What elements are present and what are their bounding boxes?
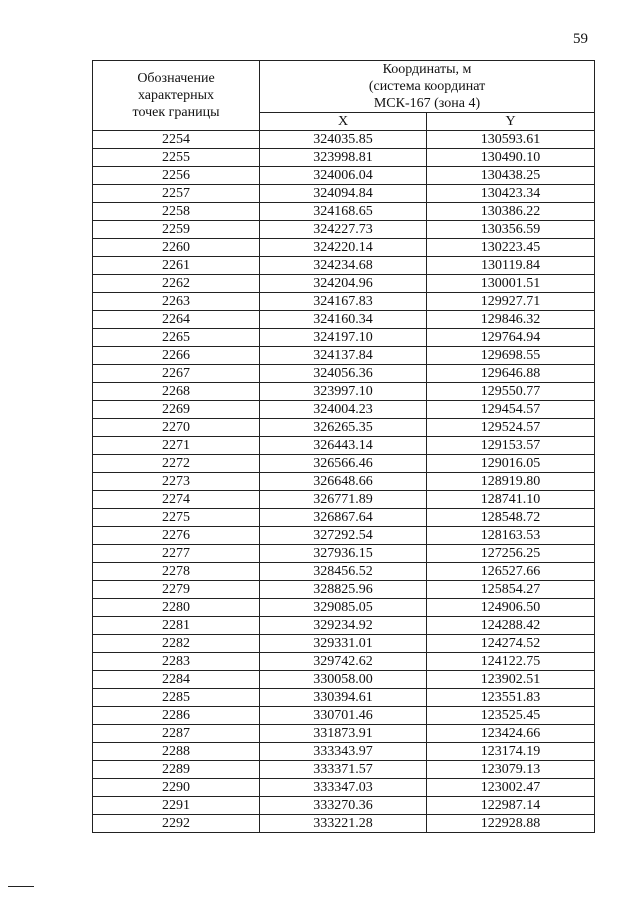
y-coordinate-cell: 129646.88 bbox=[427, 365, 595, 383]
point-id-cell: 2267 bbox=[93, 365, 260, 383]
point-id-cell: 2274 bbox=[93, 491, 260, 509]
table-row bbox=[93, 491, 595, 509]
header-coords-line: Координаты, м bbox=[382, 62, 472, 77]
table-row bbox=[93, 689, 595, 707]
header-name-line: точек границы bbox=[132, 105, 220, 120]
x-coordinate-cell: 327936.15 bbox=[260, 545, 427, 563]
point-id-cell: 2286 bbox=[93, 707, 260, 725]
x-coordinate-cell: 324167.83 bbox=[260, 293, 427, 311]
y-coordinate-cell: 127256.25 bbox=[427, 545, 595, 563]
y-coordinate-cell: 130356.59 bbox=[427, 221, 595, 239]
x-coordinate-cell: 329331.01 bbox=[260, 635, 427, 653]
y-coordinate-cell: 123424.66 bbox=[427, 725, 595, 743]
point-id-cell: 2283 bbox=[93, 653, 260, 671]
point-id-cell: 2255 bbox=[93, 149, 260, 167]
point-id-cell: 2254 bbox=[93, 131, 260, 149]
y-coordinate-cell: 128919.80 bbox=[427, 473, 595, 491]
x-coordinate-cell: 326648.66 bbox=[260, 473, 427, 491]
coordinates-table bbox=[92, 60, 595, 833]
x-coordinate-cell: 324006.04 bbox=[260, 167, 427, 185]
x-coordinate-cell: 328456.52 bbox=[260, 563, 427, 581]
table-row bbox=[93, 149, 595, 167]
x-coordinate-cell: 329085.05 bbox=[260, 599, 427, 617]
x-coordinate-cell: 331873.91 bbox=[260, 725, 427, 743]
x-coordinate-cell: 324197.10 bbox=[260, 329, 427, 347]
x-coordinate-cell: 323998.81 bbox=[260, 149, 427, 167]
y-coordinate-cell: 129550.77 bbox=[427, 383, 595, 401]
point-id-cell: 2256 bbox=[93, 167, 260, 185]
point-id-cell: 2266 bbox=[93, 347, 260, 365]
point-id-cell: 2279 bbox=[93, 581, 260, 599]
x-coordinate-cell: 324056.36 bbox=[260, 365, 427, 383]
table-row bbox=[93, 545, 595, 563]
x-coordinate-cell: 329234.92 bbox=[260, 617, 427, 635]
point-id-cell: 2281 bbox=[93, 617, 260, 635]
table-row bbox=[93, 311, 595, 329]
y-coordinate-cell: 130438.25 bbox=[427, 167, 595, 185]
table-row bbox=[93, 347, 595, 365]
y-coordinate-cell: 123902.51 bbox=[427, 671, 595, 689]
header-name-line: Обозначение bbox=[137, 71, 215, 86]
point-id-cell: 2291 bbox=[93, 797, 260, 815]
point-id-cell: 2260 bbox=[93, 239, 260, 257]
y-coordinate-cell: 130593.61 bbox=[427, 131, 595, 149]
y-coordinate-cell: 122928.88 bbox=[427, 815, 595, 833]
header-coords-line: (система координат bbox=[368, 79, 486, 94]
x-coordinate-cell: 333371.57 bbox=[260, 761, 427, 779]
point-id-cell: 2273 bbox=[93, 473, 260, 491]
x-coordinate-cell: 326265.35 bbox=[260, 419, 427, 437]
y-coordinate-cell: 130119.84 bbox=[427, 257, 595, 275]
header-x: X bbox=[260, 113, 427, 131]
y-coordinate-cell: 129153.57 bbox=[427, 437, 595, 455]
x-coordinate-cell: 333221.28 bbox=[260, 815, 427, 833]
footnote-divider bbox=[8, 886, 34, 887]
table-row bbox=[93, 761, 595, 779]
table-row bbox=[93, 707, 595, 725]
point-id-cell: 2259 bbox=[93, 221, 260, 239]
y-coordinate-cell: 123002.47 bbox=[427, 779, 595, 797]
point-id-cell: 2262 bbox=[93, 275, 260, 293]
table-row bbox=[93, 383, 595, 401]
x-coordinate-cell: 324204.96 bbox=[260, 275, 427, 293]
x-coordinate-cell: 324220.14 bbox=[260, 239, 427, 257]
point-id-cell: 2258 bbox=[93, 203, 260, 221]
y-coordinate-cell: 129698.55 bbox=[427, 347, 595, 365]
table-row bbox=[93, 437, 595, 455]
table-row bbox=[93, 239, 595, 257]
point-id-cell: 2275 bbox=[93, 509, 260, 527]
y-coordinate-cell: 128548.72 bbox=[427, 509, 595, 527]
y-coordinate-cell: 130223.45 bbox=[427, 239, 595, 257]
table-body bbox=[93, 131, 595, 833]
table-row bbox=[93, 527, 595, 545]
table-row bbox=[93, 419, 595, 437]
y-coordinate-cell: 123551.83 bbox=[427, 689, 595, 707]
y-coordinate-cell: 128163.53 bbox=[427, 527, 595, 545]
x-coordinate-cell: 324004.23 bbox=[260, 401, 427, 419]
x-coordinate-cell: 324227.73 bbox=[260, 221, 427, 239]
point-id-cell: 2290 bbox=[93, 779, 260, 797]
header-coordinates bbox=[260, 61, 595, 113]
y-coordinate-cell: 123525.45 bbox=[427, 707, 595, 725]
table-row bbox=[93, 329, 595, 347]
y-coordinate-cell: 128741.10 bbox=[427, 491, 595, 509]
point-id-cell: 2289 bbox=[93, 761, 260, 779]
y-coordinate-cell: 126527.66 bbox=[427, 563, 595, 581]
x-coordinate-cell: 326867.64 bbox=[260, 509, 427, 527]
table-row bbox=[93, 473, 595, 491]
point-id-cell: 2269 bbox=[93, 401, 260, 419]
header-coords-line: МСК-167 (зона 4) bbox=[373, 96, 481, 111]
table-row bbox=[93, 185, 595, 203]
x-coordinate-cell: 330058.00 bbox=[260, 671, 427, 689]
point-id-cell: 2288 bbox=[93, 743, 260, 761]
x-coordinate-cell: 326443.14 bbox=[260, 437, 427, 455]
table-row bbox=[93, 167, 595, 185]
table-row bbox=[93, 725, 595, 743]
y-coordinate-cell: 124122.75 bbox=[427, 653, 595, 671]
table-row bbox=[93, 653, 595, 671]
x-coordinate-cell: 324035.85 bbox=[260, 131, 427, 149]
table-row bbox=[93, 293, 595, 311]
point-id-cell: 2264 bbox=[93, 311, 260, 329]
table-row bbox=[93, 581, 595, 599]
x-coordinate-cell: 328825.96 bbox=[260, 581, 427, 599]
x-coordinate-cell: 324160.34 bbox=[260, 311, 427, 329]
point-id-cell: 2282 bbox=[93, 635, 260, 653]
point-id-cell: 2257 bbox=[93, 185, 260, 203]
y-coordinate-cell: 122987.14 bbox=[427, 797, 595, 815]
x-coordinate-cell: 324234.68 bbox=[260, 257, 427, 275]
x-coordinate-cell: 324168.65 bbox=[260, 203, 427, 221]
point-id-cell: 2287 bbox=[93, 725, 260, 743]
y-coordinate-cell: 130001.51 bbox=[427, 275, 595, 293]
y-coordinate-cell: 123079.13 bbox=[427, 761, 595, 779]
x-coordinate-cell: 330701.46 bbox=[260, 707, 427, 725]
x-coordinate-cell: 333270.36 bbox=[260, 797, 427, 815]
table-row bbox=[93, 779, 595, 797]
point-id-cell: 2261 bbox=[93, 257, 260, 275]
y-coordinate-cell: 124906.50 bbox=[427, 599, 595, 617]
point-id-cell: 2285 bbox=[93, 689, 260, 707]
table-row bbox=[93, 671, 595, 689]
x-coordinate-cell: 326566.46 bbox=[260, 455, 427, 473]
table-row bbox=[93, 563, 595, 581]
table-row bbox=[93, 599, 595, 617]
y-coordinate-cell: 130423.34 bbox=[427, 185, 595, 203]
table-row bbox=[93, 203, 595, 221]
table-row bbox=[93, 221, 595, 239]
point-id-cell: 2284 bbox=[93, 671, 260, 689]
page-number: 59 bbox=[573, 31, 588, 47]
table-row bbox=[93, 617, 595, 635]
x-coordinate-cell: 327292.54 bbox=[260, 527, 427, 545]
point-id-cell: 2271 bbox=[93, 437, 260, 455]
table-row bbox=[93, 455, 595, 473]
y-coordinate-cell: 124274.52 bbox=[427, 635, 595, 653]
x-coordinate-cell: 333343.97 bbox=[260, 743, 427, 761]
y-coordinate-cell: 124288.42 bbox=[427, 617, 595, 635]
table-row bbox=[93, 401, 595, 419]
point-id-cell: 2270 bbox=[93, 419, 260, 437]
x-coordinate-cell: 326771.89 bbox=[260, 491, 427, 509]
y-coordinate-cell: 123174.19 bbox=[427, 743, 595, 761]
y-coordinate-cell: 129927.71 bbox=[427, 293, 595, 311]
point-id-cell: 2276 bbox=[93, 527, 260, 545]
table-row bbox=[93, 797, 595, 815]
x-coordinate-cell: 323997.10 bbox=[260, 383, 427, 401]
table-header bbox=[93, 61, 595, 131]
y-coordinate-cell: 129524.57 bbox=[427, 419, 595, 437]
table-row bbox=[93, 131, 595, 149]
x-coordinate-cell: 333347.03 bbox=[260, 779, 427, 797]
point-id-cell: 2263 bbox=[93, 293, 260, 311]
header-name-line: характерных bbox=[137, 88, 215, 103]
y-coordinate-cell: 129016.05 bbox=[427, 455, 595, 473]
table-row bbox=[93, 743, 595, 761]
x-coordinate-cell: 329742.62 bbox=[260, 653, 427, 671]
table-row bbox=[93, 509, 595, 527]
y-coordinate-cell: 129846.32 bbox=[427, 311, 595, 329]
header-point-designation bbox=[93, 61, 260, 131]
table-row bbox=[93, 635, 595, 653]
table-row bbox=[93, 365, 595, 383]
y-coordinate-cell: 130386.22 bbox=[427, 203, 595, 221]
point-id-cell: 2272 bbox=[93, 455, 260, 473]
point-id-cell: 2278 bbox=[93, 563, 260, 581]
point-id-cell: 2280 bbox=[93, 599, 260, 617]
point-id-cell: 2292 bbox=[93, 815, 260, 833]
x-coordinate-cell: 330394.61 bbox=[260, 689, 427, 707]
point-id-cell: 2268 bbox=[93, 383, 260, 401]
point-id-cell: 2277 bbox=[93, 545, 260, 563]
x-coordinate-cell: 324137.84 bbox=[260, 347, 427, 365]
table-row bbox=[93, 257, 595, 275]
header-y: Y bbox=[427, 113, 595, 131]
y-coordinate-cell: 125854.27 bbox=[427, 581, 595, 599]
point-id-cell: 2265 bbox=[93, 329, 260, 347]
table-row bbox=[93, 815, 595, 833]
y-coordinate-cell: 130490.10 bbox=[427, 149, 595, 167]
table-row bbox=[93, 275, 595, 293]
y-coordinate-cell: 129454.57 bbox=[427, 401, 595, 419]
y-coordinate-cell: 129764.94 bbox=[427, 329, 595, 347]
x-coordinate-cell: 324094.84 bbox=[260, 185, 427, 203]
